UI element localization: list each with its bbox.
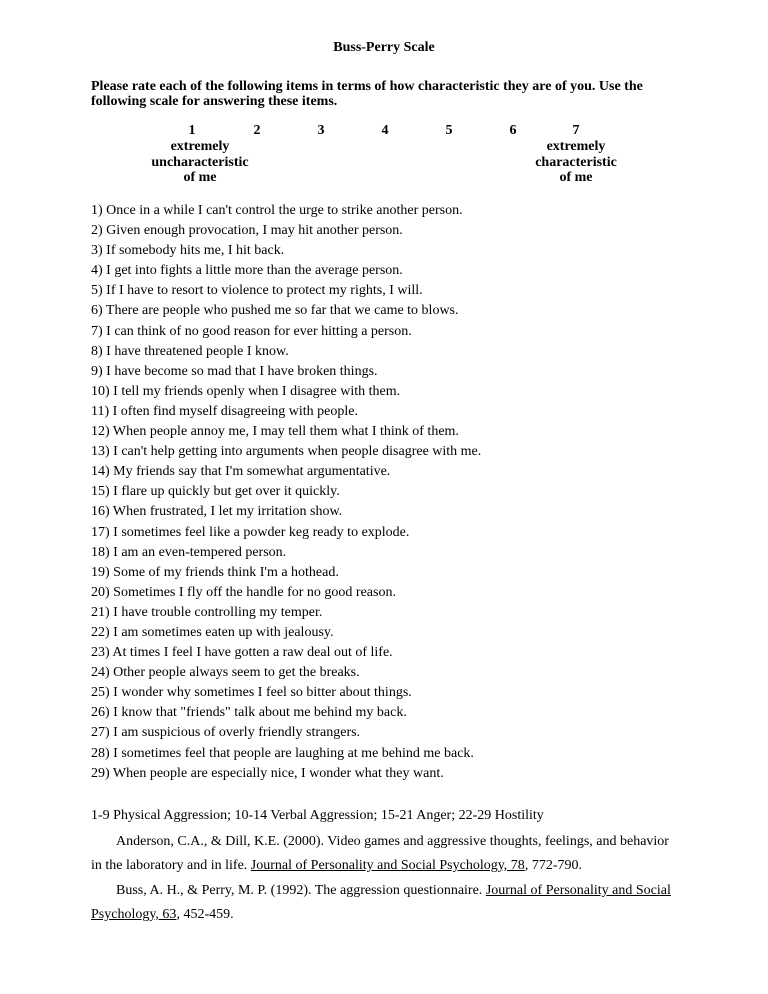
low-anchor-line-1: extremely	[170, 139, 230, 154]
list-item: 3) If somebody hits me, I hit back.	[91, 243, 285, 259]
reference-journal: Journal of Personality and Social Psychology, 78	[250, 858, 525, 873]
list-item: 15) I flare up quickly but get over it quickly.	[91, 484, 340, 500]
scale-number-3: 3	[317, 123, 325, 138]
list-item: 6) There are people who pushed me so far that we came to blows.	[91, 303, 459, 319]
list-item: 19) Some of my friends think I'm a hothead.	[91, 564, 339, 580]
list-item: 9) I have become so mad that I have broken things.	[91, 363, 378, 379]
reference-journal: Journal of Personality and Social Psychology, 63	[91, 883, 671, 922]
questionnaire-items	[91, 201, 481, 784]
list-item: 7) I can think of no good reason for ever hitting a person.	[91, 323, 412, 339]
instructions-text: Please rate each of the following items in terms of how characteristic they are of you. Use the following scale for answering these items.	[91, 79, 643, 109]
list-item: 23) At times I feel I have gotten a raw deal out of life.	[91, 645, 393, 661]
list-item: 10) I tell my friends openly when I disagree with them.	[91, 383, 401, 399]
reference-pages: , 452-459.	[176, 907, 234, 922]
list-item: 11) I often find myself disagreeing with people.	[91, 403, 358, 419]
list-item: 27) I am suspicious of overly friendly strangers.	[91, 725, 361, 741]
scale-number-7: 7	[572, 123, 580, 138]
list-item: 26) I know that "friends" talk about me behind my back.	[91, 705, 407, 721]
list-item: 29) When people are especially nice, I wonder what they want.	[91, 765, 444, 781]
high-anchor-line-1: extremely	[546, 139, 606, 154]
high-anchor-line-2: characteristic	[535, 154, 617, 170]
list-item: 8) I have threatened people I know.	[91, 343, 289, 359]
scale-number-1: 1	[188, 123, 196, 138]
list-item: 14) My friends say that I'm somewhat argumentative.	[91, 464, 391, 480]
list-item: 24) Other people always seem to get the breaks.	[91, 665, 360, 681]
list-item: 2) Given enough provocation, I may hit another person.	[91, 223, 403, 239]
reference-text: Buss, A. H., & Perry, M. P. (1992). The aggression questionnaire.	[116, 883, 486, 898]
list-item: 16) When frustrated, I let my irritation show.	[91, 504, 343, 520]
scale-number-2: 2	[253, 123, 261, 138]
list-item: 22) I am sometimes eaten up with jealousy.	[91, 624, 334, 640]
scale-low-anchor	[151, 139, 248, 186]
list-item: 18) I am an even-tempered person.	[91, 544, 287, 560]
scale-number-6: 6	[509, 123, 517, 138]
reference-text: Anderson, C.A., & Dill, K.E. (2000). Video games and aggressive thoughts, feelings, and behavior in the laboratory and in life.	[91, 834, 669, 873]
subscale-key: 1-9 Physical Aggression; 10-14 Verbal Aggression; 15-21 Anger; 22-29 Hostility	[91, 808, 544, 823]
list-item: 28) I sometimes feel that people are laughing at me behind me back.	[91, 745, 474, 761]
list-item: 4) I get into fights a little more than the average person.	[91, 263, 403, 279]
reference-pages: , 772-790.	[524, 858, 582, 873]
list-item: 12) When people annoy me, I may tell them what I think of them.	[91, 424, 459, 440]
high-anchor-line-3: of me	[559, 170, 593, 185]
list-item: 17) I sometimes feel like a powder keg ready to explode.	[91, 524, 410, 540]
scale-number-4: 4	[381, 123, 389, 138]
reference-buss-perry	[91, 879, 681, 927]
list-item: 25) I wonder why sometimes I feel so bitter about things.	[91, 685, 412, 701]
list-item: 21) I have trouble controlling my temper.	[91, 604, 323, 620]
low-anchor-line-2: uncharacteristic	[151, 154, 249, 170]
reference-anderson	[91, 830, 681, 878]
low-anchor-line-3: of me	[183, 170, 217, 185]
list-item: 1) Once in a while I can't control the urge to strike another person.	[91, 203, 463, 218]
list-item: 5) If I have to resort to violence to protect my rights, I will.	[91, 283, 423, 299]
scale-high-anchor	[535, 139, 617, 186]
page-title: Buss-Perry Scale	[333, 40, 435, 55]
list-item: 20) Sometimes I fly off the handle for no good reason.	[91, 584, 396, 600]
scale-number-5: 5	[445, 123, 453, 138]
list-item: 13) I can't help getting into arguments when people disagree with me.	[91, 444, 482, 460]
